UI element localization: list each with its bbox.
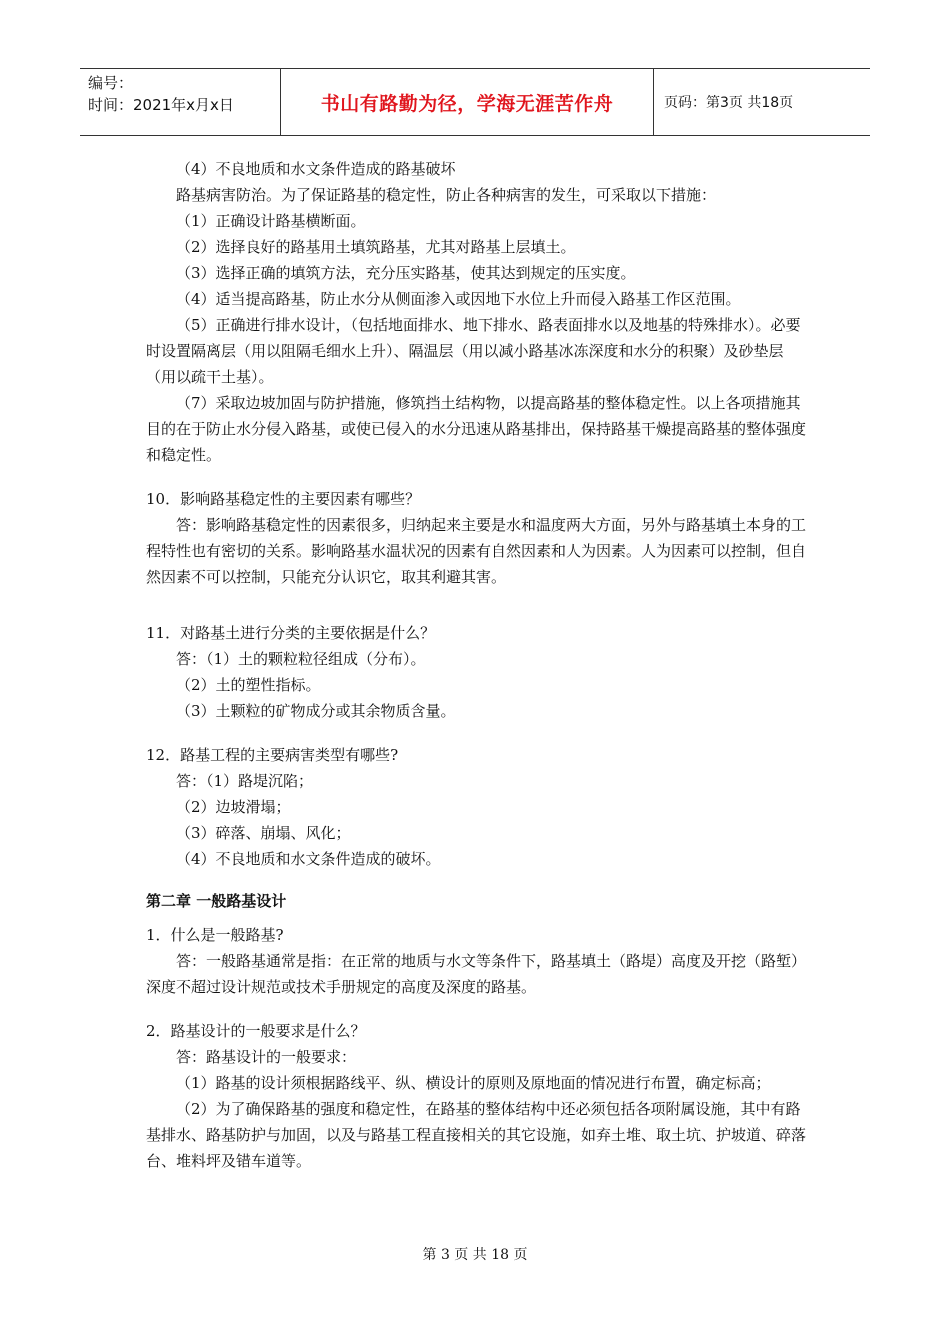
chapter2-answer-2-2: （2）为了确保路基的强度和稳定性，在路基的整体结构中还必须包括各项附属设施，其中有路基排水、路基防护与加固，以及与路基工程直接相关的其它设施，如弃土堆、取土坑、护坡道、碎落台、堆料坪及错车道等。 xyxy=(146,1100,807,1170)
document-body xyxy=(146,156,810,1174)
answer-11-2: （2）土的塑性指标。 xyxy=(176,676,321,694)
page-header xyxy=(80,68,870,136)
paragraph: （5）正确进行排水设计，（包括地面排水、地下排水、路表面排水以及地基的特殊排水）。必要时设置隔离层（用以阻隔毛细水上升）、隔温层（用以减小路基冰冻深度和水分的积聚）及砂垫层（用以疏干土基）。 xyxy=(146,316,801,386)
answer-10: 答：影响路基稳定性的因素很多，归纳起来主要是水和温度两大方面，另外与路基填土本身的工程特性也有密切的关系。影响路基水温状况的因素有自然因素和人为因素。人为因素可以控制，但自然因素不可以控制，只能充分认识它，取其利避其害。 xyxy=(146,516,807,586)
question-10: 10．影响路基稳定性的主要因素有哪些？ xyxy=(146,490,421,508)
chapter2-answer-2-intro: 答：路基设计的一般要求： xyxy=(176,1048,357,1066)
chapter-heading: 第二章 一般路基设计 xyxy=(146,892,287,910)
page-footer: 第 3 页 共 18 页 xyxy=(422,1247,528,1263)
header-motto: 书山有路勤为径，学海无涯苦作舟 xyxy=(281,69,654,135)
answer-12-1: 答：（1）路堤沉陷； xyxy=(176,772,314,790)
paragraph: （2）选择良好的路基用土填筑路基，尤其对路基上层填土。 xyxy=(176,238,576,256)
question-11: 11．对路基土进行分类的主要依据是什么？ xyxy=(146,624,436,642)
paragraph: 路基病害防治。为了保证路基的稳定性，防止各种病害的发生，可采取以下措施： xyxy=(176,186,717,204)
header-page-info: 页码：第3页 共18页 xyxy=(664,95,794,111)
paragraph: （7）采取边坡加固与防护措施，修筑挡土结构物，以提高路基的整体稳定性。以上各项措施其目的在于防止水分侵入路基，或使已侵入的水分迅速从路基排出，保持路基干燥提高路基的整体强度和稳定性。 xyxy=(146,394,807,464)
answer-12-4: （4）不良地质和水文条件造成的破坏。 xyxy=(176,850,441,868)
answer-12-2: （2）边坡滑塌； xyxy=(176,798,291,816)
answer-11-3: （3）土颗粒的矿物成分或其余物质含量。 xyxy=(176,702,456,720)
date-label: 时间：2021年x月x日 xyxy=(88,96,234,114)
chapter2-question-1: 1．什么是一般路基? xyxy=(146,926,284,944)
answer-11-1: 答：（1）土的颗粒粒径组成（分布）。 xyxy=(176,650,426,668)
chapter2-answer-2-1: （1）路基的设计须根据路线平、纵、横设计的原则及原地面的情况进行布置，确定标高； xyxy=(176,1074,771,1092)
paragraph: （3）选择正确的填筑方法，充分压实路基，使其达到规定的压实度。 xyxy=(176,264,636,282)
paragraph: （4）适当提高路基，防止水分从侧面渗入或因地下水位上升而侵入路基工作区范围。 xyxy=(176,290,741,308)
chapter2-answer-1: 答：一般路基通常是指：在正常的地质与水文等条件下，路基填土（路堤）高度及开挖（路堑）深度不超过设计规范或技术手册规定的高度及深度的路基。 xyxy=(146,952,807,996)
answer-12-3: （3）碎落、崩塌、风化； xyxy=(176,824,351,842)
number-label: 编号： xyxy=(88,74,134,92)
question-12: 12．路基工程的主要病害类型有哪些? xyxy=(146,746,399,764)
paragraph: （1）正确设计路基横断面。 xyxy=(176,212,366,230)
chapter2-question-2: 2．路基设计的一般要求是什么？ xyxy=(146,1022,366,1040)
header-meta xyxy=(80,69,281,135)
paragraph: （4）不良地质和水文条件造成的路基破坏 xyxy=(176,160,456,178)
